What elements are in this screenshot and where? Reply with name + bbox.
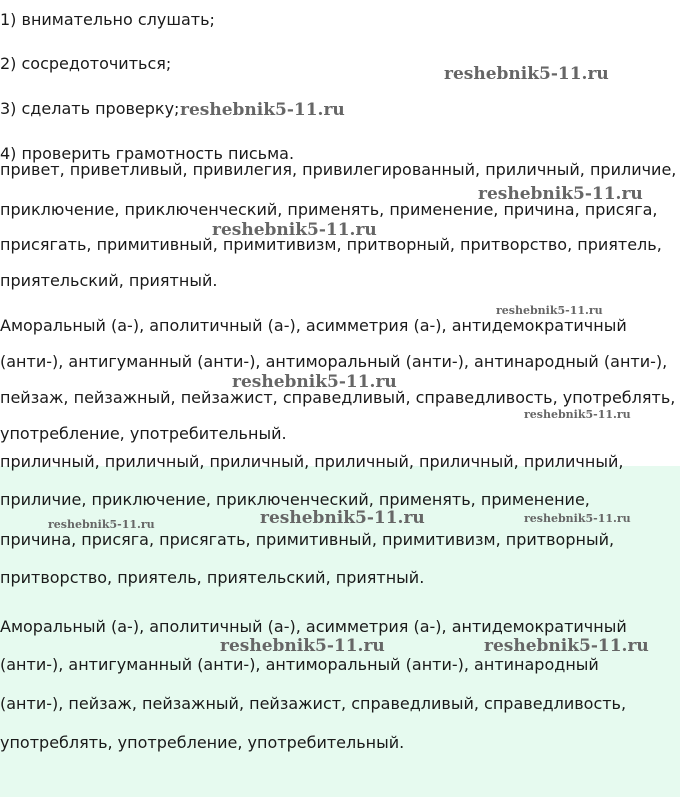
step-4: 4) проверить грамотность письма. <box>0 144 295 163</box>
green-block2-line-2: (анти-), антигуманный (анти-), антиморальный (анти-), антинародный <box>0 655 599 674</box>
clipped-text-band <box>0 160 680 182</box>
watermark-text: reshebnik5-11.ru <box>496 304 603 317</box>
block1-line-1: приключение, приключенческий, применять, применение, причина, присяга, <box>0 200 658 219</box>
block2-line-4: употребление, употребительный. <box>0 424 287 443</box>
watermark-text: reshebnik5-11.ru <box>212 220 377 240</box>
watermark-text: reshebnik5-11.ru <box>478 184 643 204</box>
watermark-text: reshebnik5-11.ru <box>524 512 631 525</box>
step-3: 3) сделать проверку; <box>0 99 180 118</box>
block2-line-2: (анти-), антигуманный (анти-), антиморальный (анти-), антинародный (анти-), <box>0 352 668 371</box>
green-block2-line-3: (анти-), пейзаж, пейзажный, пейзажист, справедливый, справедливость, <box>0 694 627 713</box>
block2-line-1: Аморальный (а-), аполитичный (а-), асимметрия (а-), антидемократичный <box>0 316 627 335</box>
watermark-text: reshebnik5-11.ru <box>484 636 649 656</box>
green-block1-line-2: причина, присяга, присягать, примитивный, примитивизм, притворный, <box>0 530 615 549</box>
watermark-text: reshebnik5-11.ru <box>260 508 425 528</box>
block1-line-3: приятельский, приятный. <box>0 271 218 290</box>
block1-line-2: присягать, примитивный, примитивизм, притворный, притворство, приятель, <box>0 235 662 254</box>
watermark-text: reshebnik5-11.ru <box>444 64 609 84</box>
green-block2-line-1: Аморальный (а-), аполитичный (а-), асимметрия (а-), антидемократичный <box>0 617 627 636</box>
watermark-text: reshebnik5-11.ru <box>220 636 385 656</box>
green-block2-line-4: употреблять, употребление, употребительный. <box>0 733 405 752</box>
green-block1-line-3: притворство, приятель, приятельский, приятный. <box>0 568 425 587</box>
green-clipped-line: приличный, приличный, приличный, приличный, приличный, приличный, <box>0 452 624 471</box>
watermark-text: reshebnik5-11.ru <box>180 100 345 120</box>
watermark-text: reshebnik5-11.ru <box>232 372 397 392</box>
watermark-text: reshebnik5-11.ru <box>524 408 631 421</box>
green-block1-line-1: приличие, приключение, приключенческий, применять, применение, <box>0 490 590 509</box>
watermark-text: reshebnik5-11.ru <box>48 518 155 531</box>
block1-clipped-line: привет, приветливый, привилегия, привилегированный, приличный, приличие, <box>0 160 677 179</box>
step-2: 2) сосредоточиться; <box>0 54 172 73</box>
block2-line-3: пейзаж, пейзажный, пейзажист, справедливый, справедливость, употреблять, <box>0 388 676 407</box>
step-1: 1) внимательно слушать; <box>0 10 215 29</box>
